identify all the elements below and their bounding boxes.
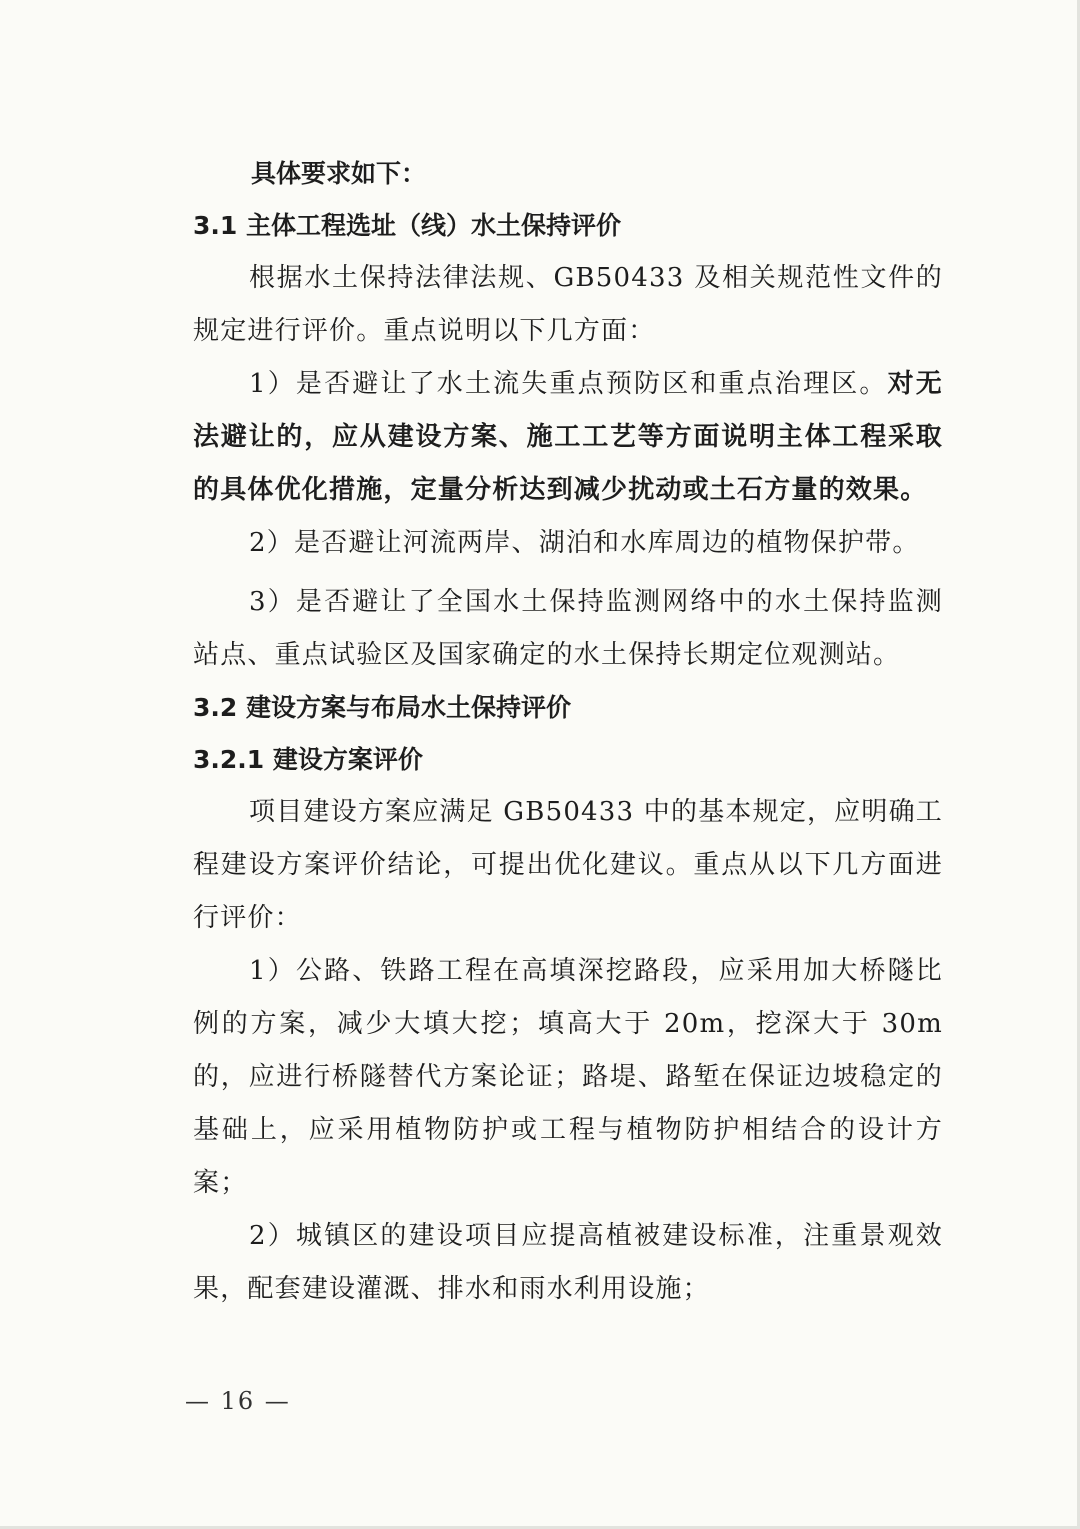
section-3-1-heading: 3.1 主体工程选址（线）水土保持评价 [193, 211, 621, 240]
section-3-1-item-2: 2）是否避让河流两岸、湖泊和水库周边的植物保护带。 [249, 528, 920, 558]
intro-heading: 具体要求如下： [251, 159, 427, 188]
document-body [193, 148, 943, 1316]
section-3-1-item-3: 3）是否避让了全国水土保持监测网络中的水土保持监测站点、重点试验区及国家确定的水土保持长期定位观测站。 [193, 587, 943, 670]
section-3-2-1-heading: 3.2.1 建设方案评价 [193, 745, 423, 774]
section-3-1-intro: 根据水土保持法律法规、GB50433 及相关规范性文件的规定进行评价。重点说明以下几方面： [193, 263, 943, 346]
section-3-2-1-item-1: 1）公路、铁路工程在高填深挖路段，应采用加大桥隧比例的方案，减少大填大挖；填高大于 20m，挖深大于 30m 的，应进行桥隧替代方案论证；路堤、路堑在保证边坡稳定的基础上，应采用植物防护或工程与植物防护相结合的设计方案； [193, 956, 943, 1198]
section-3-1-item-1 [193, 358, 943, 517]
page-number: — 16 — [185, 1387, 291, 1415]
item-1-bold-text: 对无法避让的，应从建设方案、施工工艺等方面说明主体工程采取的具体优化措施，定量分析达到减少扰动或土石方量的效果。 [193, 369, 943, 505]
section-3-2-1-intro: 项目建设方案应满足 GB50433 中的基本规定，应明确工程建设方案评价结论，可提出优化建议。重点从以下几方面进行评价： [193, 797, 943, 933]
section-3-2-1-item-2: 2）城镇区的建设项目应提高植被建设标准，注重景观效果，配套建设灌溉、排水和雨水利用设施； [193, 1221, 943, 1304]
item-1-plain-text: 1）是否避让了水土流失重点预防区和重点治理区。 [249, 369, 888, 399]
section-3-2-heading: 3.2 建设方案与布局水土保持评价 [193, 693, 571, 722]
